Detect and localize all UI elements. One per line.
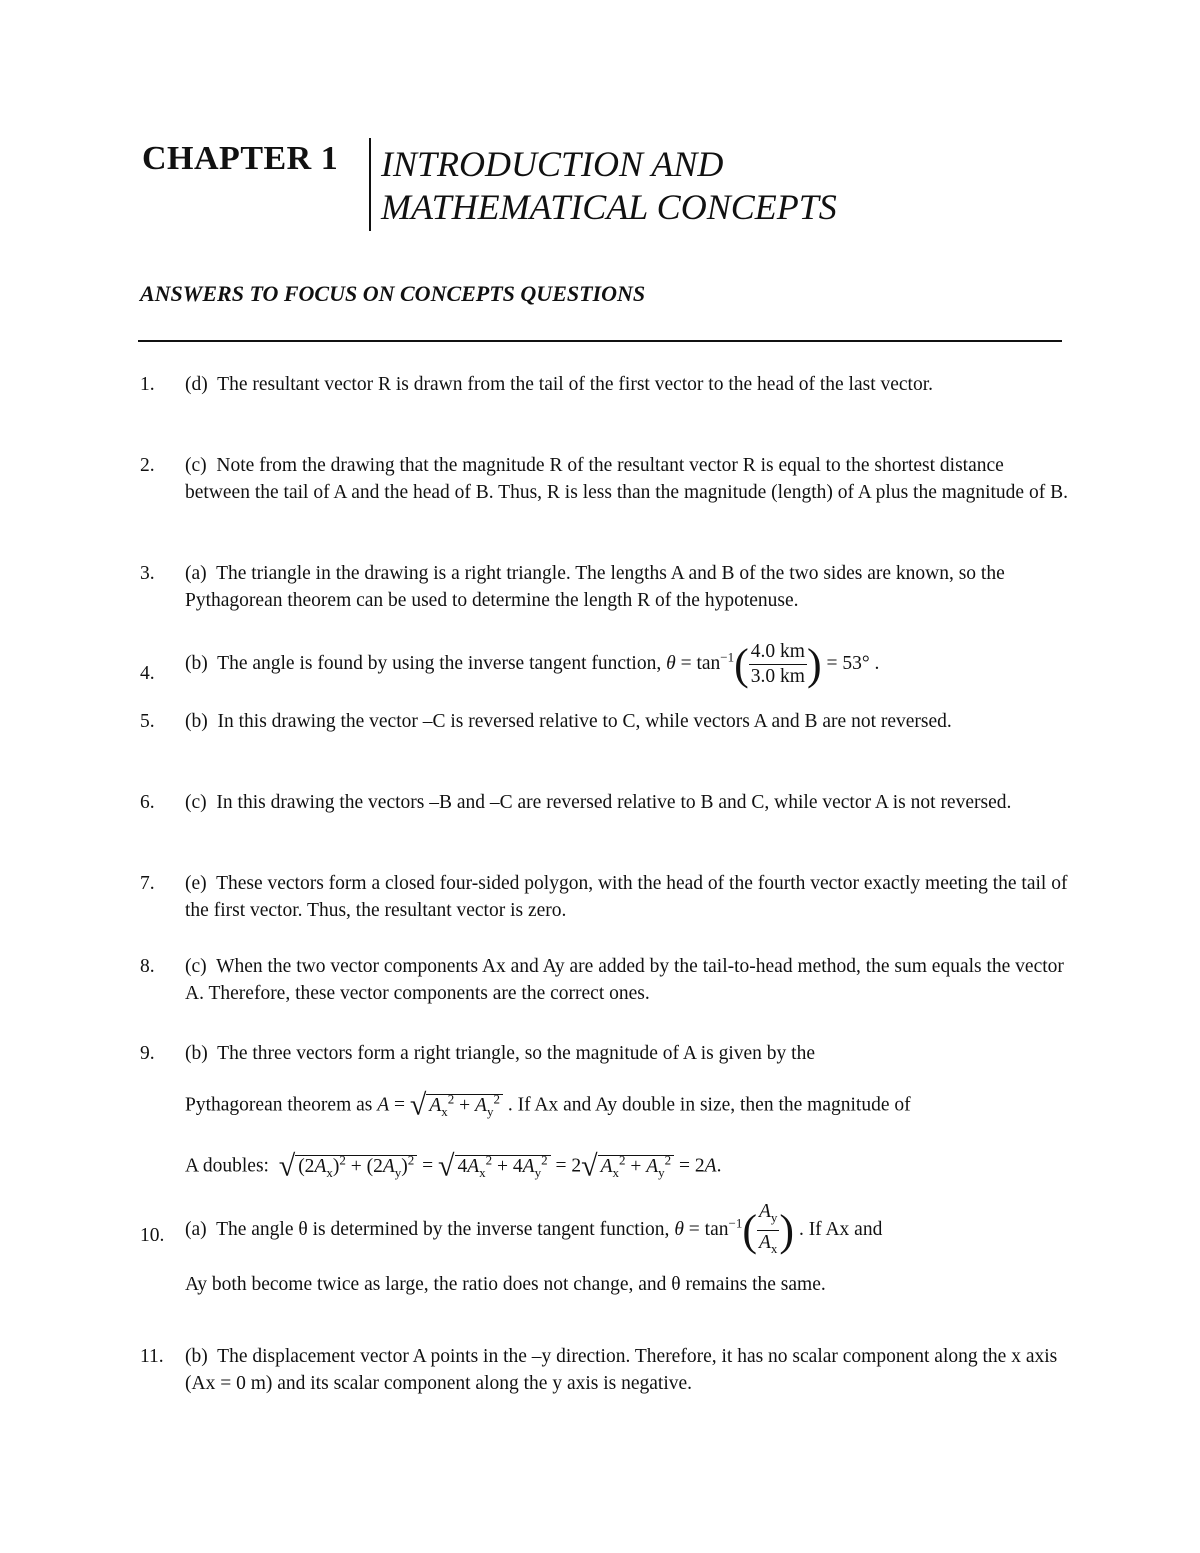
- horizontal-rule: [138, 340, 1062, 342]
- answer-text: [185, 1343, 1070, 1397]
- chapter-label: CHAPTER 1: [142, 140, 339, 177]
- question-number: 3.: [140, 563, 155, 584]
- answer-body: In this drawing the vector –C is reversed relative to C, while vectors A and B are not reversed.: [217, 711, 952, 732]
- chapter-title-line2: MATHEMATICAL CONCEPTS: [381, 187, 837, 227]
- question-number: 7.: [140, 873, 155, 894]
- sqrt-expression: √ $(2A_x)^2 + (2A_y)^2$: [279, 1146, 418, 1185]
- fraction-numerator: 4.0 km: [749, 640, 807, 665]
- answer-body: . If Ax and: [798, 1218, 883, 1240]
- answer-body: When the two vector components Ax and Ay are added by the tail-to-head method, the sum equals the vector A. Therefore, these vector components are the correct ones.: [185, 956, 1064, 1004]
- answer-text: [185, 870, 1070, 924]
- answer-body: These vectors form a closed four-sided polygon, with the head of the fourth vector exactly meeting the tail of the first vector. Thus, the resultant vector is zero.: [185, 873, 1068, 921]
- answer-letter: (c): [185, 956, 207, 977]
- answer-body: The resultant vector R is drawn from the tail of the first vector to the head of the last vector.: [217, 374, 934, 395]
- answer-letter: (b): [185, 711, 208, 732]
- sqrt-expression: √ $4A_x^2 + 4A_y^2$: [438, 1146, 551, 1185]
- answer-letter: (a): [185, 563, 207, 584]
- question-number: 11.: [140, 1346, 164, 1367]
- answer-text: [185, 452, 1070, 506]
- fraction: [749, 640, 807, 689]
- answer-letter: (c): [185, 455, 207, 476]
- question-item: [140, 1040, 1070, 1200]
- answer-body: The three vectors form a right triangle, so the magnitude of A is given by the: [217, 1043, 816, 1064]
- answer-body: The displacement vector A points in the –y direction. Therefore, it has no scalar component along the x axis (Ax = 0 m) and its scalar component along the y axis is negative.: [185, 1346, 1058, 1394]
- question-number: 1.: [140, 374, 155, 395]
- answer-letter: (b): [185, 652, 208, 674]
- chapter-title-line1: INTRODUCTION AND: [381, 144, 724, 184]
- answer-text: [185, 708, 1070, 735]
- answer-text: (b) The angle is found by using the inverse tangent function, $\theta = \tan^{-1}$( $\frac{4.0 km}{3.0 km}$ ) = 53° .: [185, 640, 880, 689]
- answer-text: (a) The angle θ is determined by the inverse tangent function, $\theta = \tan^{-1}$( $\frac{A_y}{A_x}$ ) . If Ax and Ay both become twice as large, the ratio does not change, and θ remains the same.: [185, 1201, 883, 1295]
- answer-body: The triangle in the drawing is a right triangle. The lengths A and B of the two sides are known, so the Pythagorean theorem can be used to determine the length R of the hypotenuse.: [185, 563, 1005, 611]
- fraction: [757, 1200, 779, 1261]
- question-number: 8.: [140, 956, 155, 977]
- fraction-numerator: $A_y$: [757, 1200, 779, 1231]
- question-number: 9.: [140, 1043, 155, 1064]
- question-item: [140, 1200, 1070, 1310]
- answer-letter: (b): [185, 1043, 208, 1064]
- answer-body: Note from the drawing that the magnitude R of the resultant vector R is equal to the shortest distance between the tail of A and the head of B. Thus, R is less than the magnitude (length) of A plus the magnitude of B.: [185, 455, 1068, 503]
- answer-body: In this drawing the vectors –B and –C are reversed relative to B and C, while vector A is not reversed.: [216, 792, 1012, 813]
- question-number: 6.: [140, 792, 155, 813]
- answer-letter: (b): [185, 1346, 208, 1367]
- answer-text: (b) The three vectors form a right triangle, so the magnitude of A is given by the Pythagorean theorem as A = √ $A_x^2 + A_y^2$ . If Ax and Ay double in size, then the magnitude of A doubles: √ $(2A_x)^2 + (2A_y)^2$ = √ $4A_x^2 + 4A_y^2 = 2√$ $A_x^2 + A_y^2 = 2A$.: [185, 1040, 1070, 1186]
- chapter-title: [381, 143, 837, 229]
- answer-body: Pythagorean theorem as: [185, 1094, 373, 1116]
- answer-result: = 53° .: [826, 652, 880, 674]
- answer-letter: (c): [185, 792, 207, 813]
- question-number: 2.: [140, 455, 155, 476]
- sqrt-expression: √ $A_x^2 + A_y^2$: [410, 1085, 503, 1124]
- question-number: 5.: [140, 711, 155, 732]
- section-title: ANSWERS TO FOCUS ON CONCEPTS QUESTIONS: [140, 281, 646, 306]
- answer-letter: (d): [185, 374, 208, 395]
- answer-letter: (e): [185, 873, 207, 894]
- answer-body: The angle θ is determined by the inverse tangent function,: [216, 1218, 670, 1240]
- answer-letter: (a): [185, 1218, 207, 1240]
- answer-body: . If Ax and Ay double in size, then the magnitude of: [507, 1094, 911, 1116]
- chapter-divider: [369, 138, 371, 231]
- question-number: 4.: [140, 663, 155, 684]
- fraction-denominator: $A_x$: [758, 1231, 778, 1256]
- answer-text: [185, 371, 1070, 398]
- fraction-denominator: 3.0 km: [750, 666, 805, 687]
- answer-text: [185, 560, 1070, 614]
- answer-text: [185, 953, 1070, 1007]
- sqrt-expression: √ $A_x^2 + A_y^2$: [581, 1146, 674, 1185]
- answer-body: The angle is found by using the inverse tangent function,: [217, 652, 662, 674]
- answer-text: [185, 789, 1070, 816]
- question-number: 10.: [140, 1225, 165, 1246]
- answer-body: A doubles:: [185, 1155, 269, 1177]
- answer-body: Ay both become twice as large, the ratio does not change, and θ remains the same.: [185, 1273, 826, 1295]
